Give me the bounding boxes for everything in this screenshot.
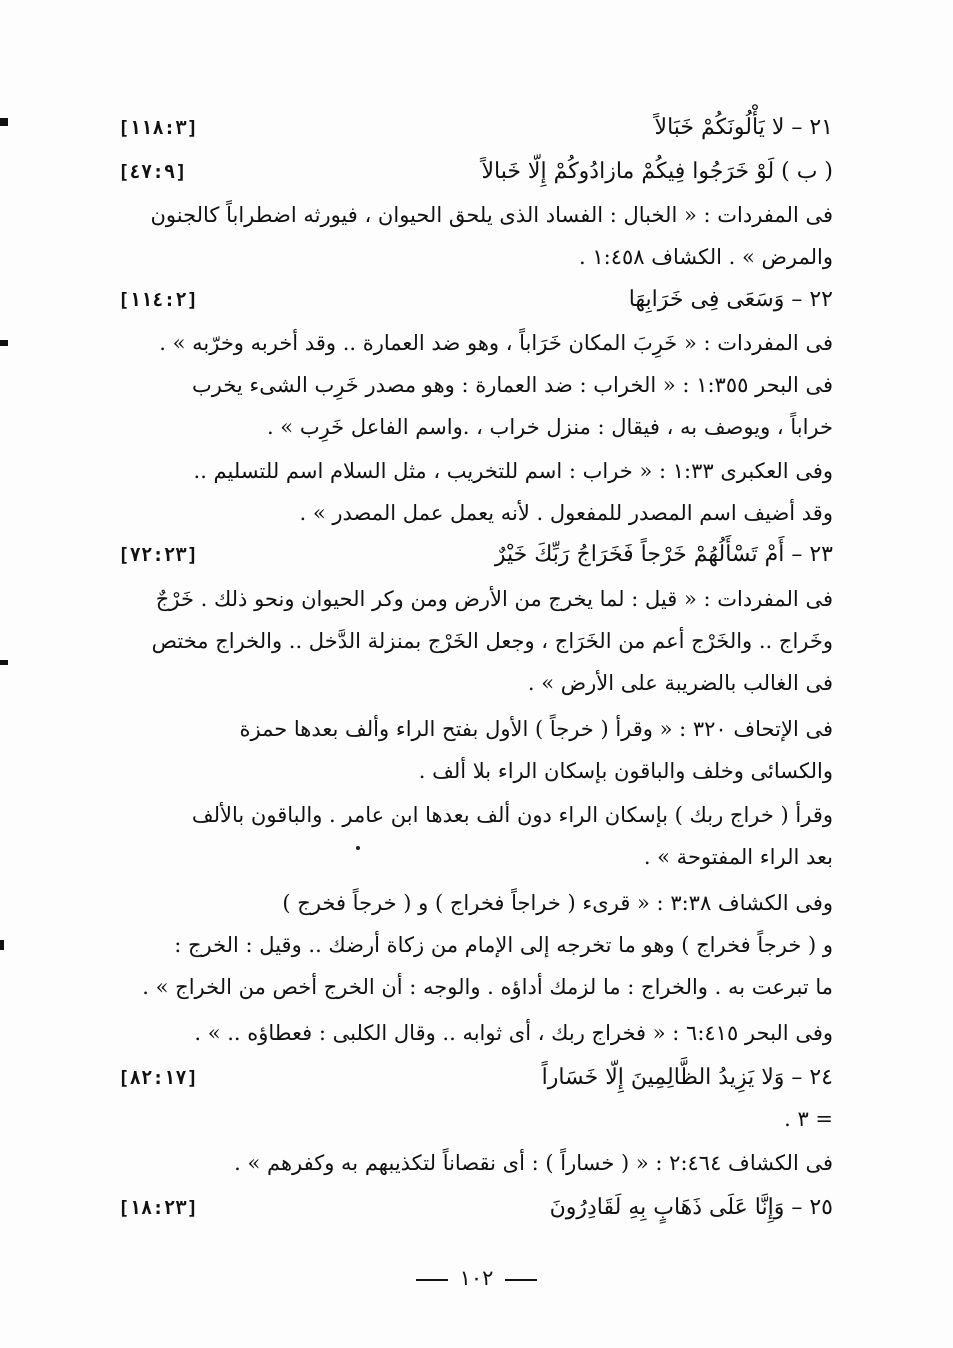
verse-text: ٢٢ – وَسَعَى فِى خَرَابِهَا — [628, 287, 833, 312]
verse-reference: [٧٢:٢٣] — [118, 544, 199, 566]
scan-edge-mark — [0, 940, 4, 950]
text-line: وفى العكبرى ١:٣٣ : « خراب : اسم للتخريب ، مثل السلام اسم للتسليم .. — [193, 459, 833, 483]
entry-23 — [118, 539, 833, 571]
entry-21b — [118, 156, 833, 188]
text-line: والكسائى وخلف والباقون بإسكان الراء بلا ألف . — [418, 759, 833, 783]
text-line: و ( خرجاً فخراج ) وهو ما تخرجه إلى الإمام من زكاة أرضك .. وقيل : الخرج : — [174, 933, 833, 957]
text-line: وفى الكشاف ٣:٣٨ : « قرىء ( خراجاً فخراج ) و ( خرجاً فخرج ) — [282, 891, 833, 915]
entry-24 — [118, 1062, 833, 1094]
page-footer — [0, 1266, 953, 1290]
text-line: وقرأ ( خراج ربك ) بإسكان الراء دون ألف بعدها ابن عامر . والباقون بالألف — [191, 803, 833, 827]
text-line: فى المفردات : « خَرِبَ المكان خَرَاباً ، وهو ضد العمارة .. وقد أخربه وخرّبه » . — [159, 331, 833, 355]
page-number: ١٠٢ — [459, 1266, 494, 1290]
text-line: فى المفردات : « قيل : لما يخرج من الأرض ومن وكر الحيوان ونحو ذلك . خَرْجٌ — [155, 587, 833, 611]
verse-reference: [١٨:٢٣] — [118, 1197, 199, 1219]
text-line: فى الكشاف ٢:٤٦٤ : « ( خساراً ) : أى نقصاناً لتكذيبهم به وكفرهم » . — [234, 1151, 833, 1175]
text-line: وخَراج .. والخَرْج أعم من الخَرَاج ، وجعل الخَرْج بمنزلة الدَّخل .. والخراج مختص — [151, 629, 833, 653]
text-line: ما تبرعت به . والخراج : ما لزمك أداؤه . والوجه : أن الخرج أخص من الخراج » . — [142, 975, 833, 999]
entry-22 — [118, 284, 833, 316]
verse-reference: [٨٢:١٧] — [118, 1067, 199, 1089]
verse-text: ( ب ) لَوْ خَرَجُوا فِيكُمْ مازادُوكُمْ إِلّا خَبالاً — [481, 159, 833, 184]
footer-dash — [416, 1279, 448, 1281]
entry-21 — [118, 112, 833, 144]
text-line: فى البحر ١:٣٥٥ : « الخراب : ضد العمارة : وهو مصدر خَرِب الشىء يخرب — [192, 373, 833, 397]
verse-text: ٢١ – لا يَأْلُونَكُمْ خَبَالاً — [654, 115, 833, 140]
verse-reference: [٤٧:٩] — [118, 161, 187, 183]
verse-text: ٢٣ – أَمْ تَسْأَلُهُمْ خَرْجاً فَخَرَاجُ رَبِّكَ خَيْرٌ — [494, 542, 833, 567]
verse-reference: [١١٤:٢] — [118, 289, 199, 311]
scan-edge-mark — [0, 660, 8, 665]
verse-reference: [١١٨:٣] — [118, 117, 199, 139]
text-line: والمرض » . الكشاف ١:٤٥٨ . — [578, 245, 833, 269]
footer-dash — [505, 1279, 537, 1281]
text-line: فى الغالب بالضريبة على الأرض » . — [527, 671, 833, 695]
entry-25 — [118, 1192, 833, 1224]
text-line: وفى البحر ٦:٤١٥ : « فخراج ربك ، أى ثوابه .. وقال الكلبى : فعطاؤه .. » . — [194, 1021, 833, 1045]
text-line: = ٣ . — [784, 1107, 833, 1131]
scan-edge-mark — [0, 340, 8, 346]
verse-text: ٢٤ – وَلا يَزِيدُ الظَّالِمِينَ إِلّا خَسَاراً — [541, 1065, 833, 1090]
text-line: فى المفردات : « الخبال : الفساد الذى يلحق الحيوان ، فيورثه اضطراباً كالجنون — [150, 203, 833, 227]
verse-text: ٢٥ – وَإِنَّا عَلَى ذَهَابٍ بِهِ لَقَادِرُونَ — [549, 1195, 833, 1220]
text-line: وقد أضيف اسم المصدر للمفعول . لأنه يعمل عمل المصدر » . — [299, 501, 833, 525]
text-line: بعد الراء المفتوحة » . — [643, 845, 833, 869]
text-line: فى الإتحاف ٣٢٠ : « وقرأ ( خرجاً ) الأول بفتح الراء وألف بعدها حمزة — [239, 717, 833, 741]
text-line: خراباً ، ويوصف به ، فيقال : منزل خراب ، .واسم الفاعل خَرِب » . — [266, 415, 833, 439]
scan-edge-mark — [0, 118, 8, 126]
